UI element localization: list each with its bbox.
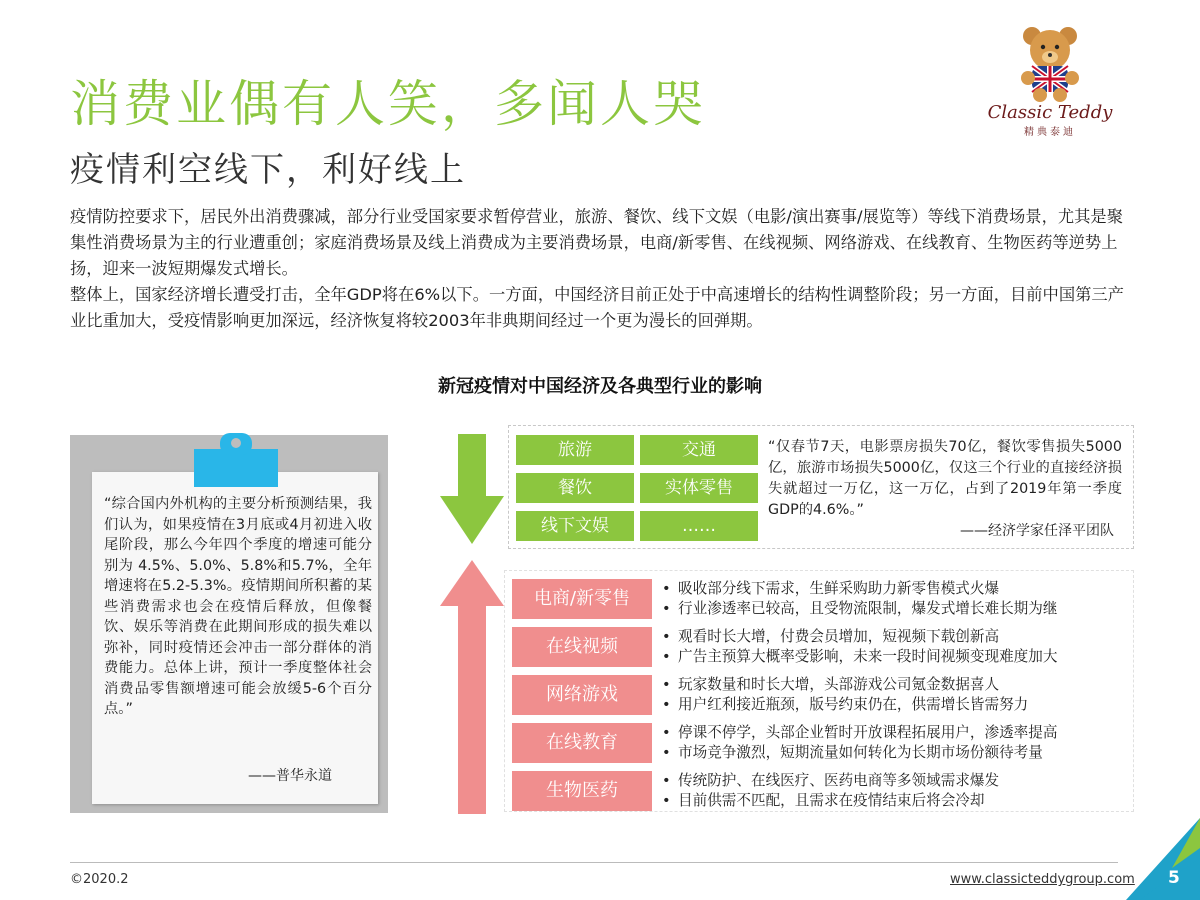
up-arrow-icon bbox=[440, 560, 504, 814]
biomedicine-bullets bbox=[660, 771, 1130, 811]
tag-offline-entertainment: 线下文娱 bbox=[516, 511, 634, 541]
online-education-bullets bbox=[660, 723, 1130, 763]
page-title: 消费业偶有人笑，多闻人哭 bbox=[70, 75, 706, 133]
list-item: • 目前供需不匹配，且需求在疫情结束后将会冷却 bbox=[660, 791, 1130, 811]
list-item: • 观看时长大增，付费会员增加，短视频下载创新高 bbox=[660, 627, 1130, 647]
down-arrow-icon bbox=[440, 434, 504, 546]
list-item: • 玩家数量和时长大增，头部游戏公司氪金数据喜人 bbox=[660, 675, 1130, 695]
page-number: 5 bbox=[1168, 868, 1180, 888]
clipboard-clip-icon bbox=[194, 433, 278, 487]
intro-text bbox=[70, 204, 1132, 334]
brand-logo bbox=[975, 22, 1125, 172]
online-games-bullets bbox=[660, 675, 1130, 715]
page-subtitle: 疫情利空线下，利好线上 bbox=[70, 150, 466, 190]
quote-card-text: “综合国内外机构的主要分析预测结果，我们认为，如果疫情在3月底或4月初进入收尾阶段，那么今年四个季度的增速可能分别为 4.5%、5.0%、5.8%和5.7%，全年增速将在5.2-5.3%。疫情期间所积蓄的某些消费需求也会在疫情后释放，但像餐饮、娱乐等消费在此期间形成的损失难以弥补，同时疫情还会冲击一部分群体的消费能力。总体上讲，预计一季度整体社会消费品零售额增速可能会放缓5-6个百分点。” bbox=[104, 496, 372, 717]
teddy-bear-icon bbox=[1010, 22, 1090, 102]
intro-paragraph-2: 整体上，国家经济增长遭受打击，全年GDP将在6%以下。一方面，中国经济目前正处于中高速增长的结构性调整阶段；另一方面，目前中国第三产业比重加大，受疫情影响更加深远，经济恢复将较2003年非典期间经过一个更为漫长的回弹期。 bbox=[70, 285, 1124, 330]
quote-card-author: ——普华永道 bbox=[248, 768, 332, 784]
tag-ellipsis: …… bbox=[640, 511, 758, 541]
online-video-bullets bbox=[660, 627, 1130, 667]
copyright-text: ©2020.2 bbox=[70, 872, 129, 887]
tag-online-education: 在线教育 bbox=[512, 723, 652, 763]
list-item: • 市场竞争激烈，短期流量如何转化为长期市场份额待考量 bbox=[660, 743, 1130, 763]
list-item: • 传统防护、在线医疗、医药电商等多领域需求爆发 bbox=[660, 771, 1130, 791]
intro-paragraph-1: 疫情防控要求下，居民外出消费骤减，部分行业受国家要求暂停营业，旅游、餐饮、线下文娱（电影/演出赛事/展览等）等线下消费场景，尤其是聚集性消费场景为主的行业遭重创；家庭消费场景及线上消费成为主要消费场景，电商/新零售、在线视频、网络游戏、在线教育、生物医药等逆势上扬，迎来一波短期爆发式增长。 bbox=[70, 207, 1123, 278]
tag-ecommerce: 电商/新零售 bbox=[512, 579, 652, 619]
footer-divider bbox=[70, 862, 1118, 863]
tag-online-games: 网络游戏 bbox=[512, 675, 652, 715]
tag-biomedicine: 生物医药 bbox=[512, 771, 652, 811]
tag-transport: 交通 bbox=[640, 435, 758, 465]
website-link[interactable]: www.classicteddygroup.com bbox=[950, 872, 1135, 887]
tag-travel: 旅游 bbox=[516, 435, 634, 465]
negative-quote-author: ——经济学家任泽平团队 bbox=[960, 523, 1114, 539]
list-item: • 广告主预算大概率受影响，未来一段时间视频变现难度加大 bbox=[660, 647, 1130, 667]
list-item: • 停课不停学，头部企业暂时开放课程拓展用户，渗透率提高 bbox=[660, 723, 1130, 743]
logo-wordmark: Classic Teddy bbox=[987, 102, 1113, 123]
tag-online-video: 在线视频 bbox=[512, 627, 652, 667]
ecommerce-bullets bbox=[660, 579, 1130, 619]
corner-decoration bbox=[1126, 818, 1200, 900]
tag-physical-retail: 实体零售 bbox=[640, 473, 758, 503]
logo-chinese-name: 精典泰迪 bbox=[1024, 127, 1076, 138]
list-item: • 吸收部分线下需求，生鲜采购助力新零售模式火爆 bbox=[660, 579, 1130, 599]
list-item: • 用户红利接近瓶颈，版号约束仍在，供需增长皆需努力 bbox=[660, 695, 1130, 715]
tag-catering: 餐饮 bbox=[516, 473, 634, 503]
list-item: • 行业渗透率已较高，且受物流限制，爆发式增长难长期为继 bbox=[660, 599, 1130, 619]
diagram-title: 新冠疫情对中国经济及各典型行业的影响 bbox=[438, 376, 762, 397]
negative-quote-text: “仅春节7天，电影票房损失70亿，餐饮零售损失5000亿，旅游市场损失5000亿，仅这三个行业的直接经济损失就超过一万亿，这一万亿，占到了2019年第一季度GDP的4.6%。” bbox=[768, 439, 1122, 518]
